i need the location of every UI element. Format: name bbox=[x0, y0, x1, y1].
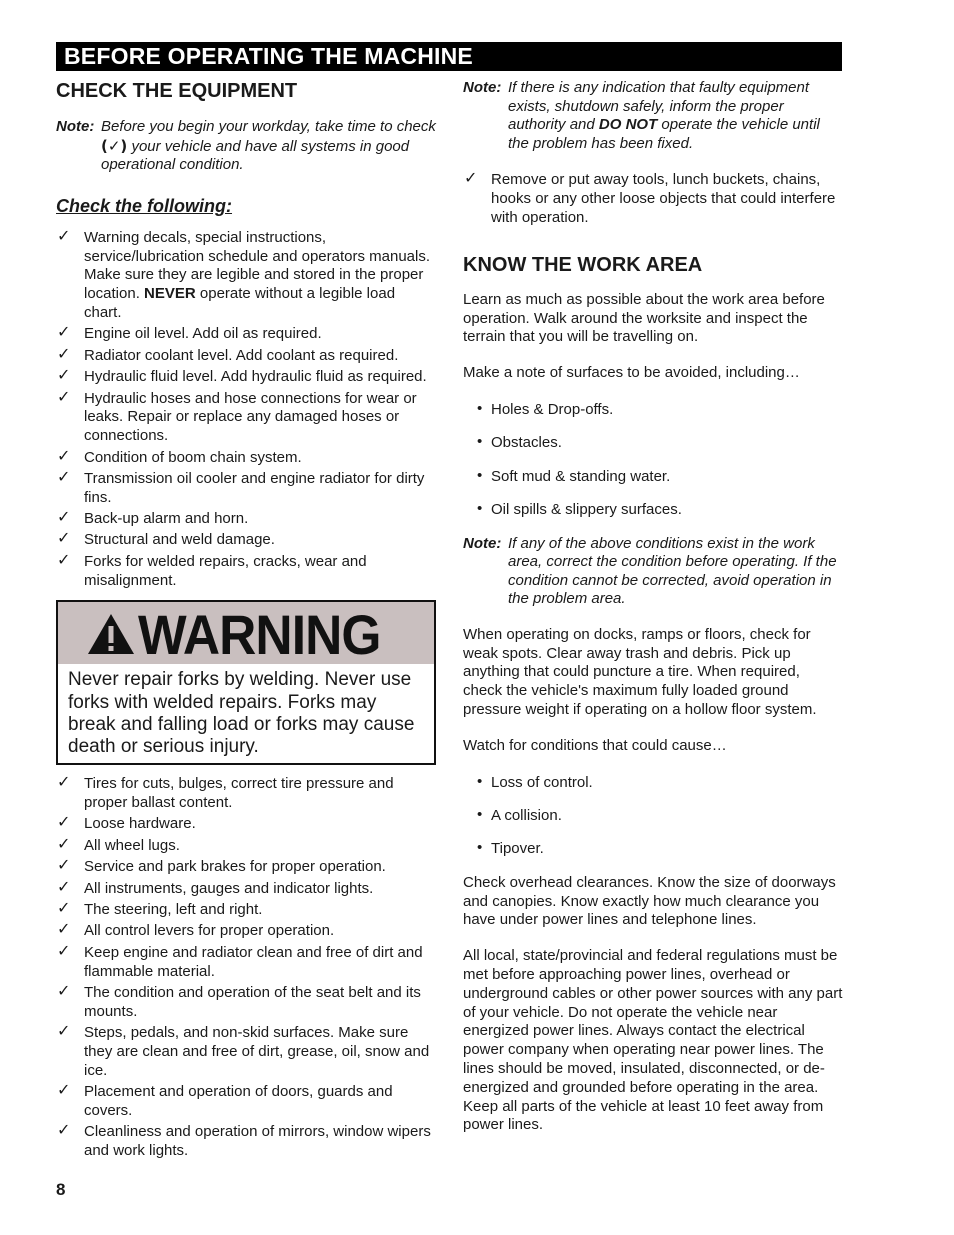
note-label: Note: bbox=[56, 118, 95, 135]
check-icon: ✓ bbox=[57, 507, 71, 527]
bullet-icon: • bbox=[477, 500, 483, 518]
checklist-2 bbox=[56, 772, 436, 1161]
list-item bbox=[56, 322, 436, 344]
section-banner: BEFORE OPERATING THE MACHINE bbox=[56, 42, 842, 71]
bullet-icon: • bbox=[477, 466, 483, 484]
check-icon: ✓ bbox=[57, 343, 71, 363]
check-icon: ✓ bbox=[57, 322, 71, 342]
checklist-1 bbox=[56, 225, 436, 591]
equipment-note bbox=[56, 118, 436, 175]
list-item bbox=[56, 940, 436, 982]
bullet-icon: • bbox=[477, 772, 483, 790]
bullet-icon: • bbox=[477, 399, 483, 417]
check-icon: ✓ bbox=[57, 898, 71, 918]
list-item bbox=[463, 840, 843, 859]
item-text: All instruments, gauges and indicator lights. bbox=[84, 879, 374, 897]
left-column bbox=[56, 78, 436, 1164]
surfaces-list bbox=[463, 401, 843, 520]
item-text: Service and park brakes for proper operation. bbox=[84, 858, 386, 876]
item-text: Engine oil level. Add oil as required. bbox=[84, 325, 322, 343]
item-text: Condition of boom chain system. bbox=[84, 448, 302, 466]
check-icon: ✓ bbox=[57, 386, 71, 406]
check-icon: ✓ bbox=[57, 981, 71, 1000]
item-text: Tipover. bbox=[491, 840, 544, 858]
check-following-subheading: Check the following: bbox=[56, 195, 233, 216]
conditions-list bbox=[463, 774, 843, 860]
item-text: Soft mud & standing water. bbox=[491, 467, 671, 485]
check-icon: ✓ bbox=[57, 772, 71, 792]
check-icon: ✓ bbox=[57, 365, 71, 385]
check-icon: ✓ bbox=[57, 528, 71, 548]
warning-title: WARNING bbox=[138, 603, 381, 667]
item-text: Back-up alarm and horn. bbox=[84, 510, 249, 528]
item-text: Cleanliness and operation of mirrors, window wipers and work lights. bbox=[84, 1123, 431, 1160]
work-area-paragraph-2: Make a note of surfaces to be avoided, including… bbox=[463, 364, 800, 382]
check-icon: ✓ bbox=[57, 940, 71, 960]
check-icon: ✓ bbox=[57, 1021, 71, 1041]
list-item bbox=[56, 225, 436, 323]
item-text: Placement and operation of doors, guards and covers. bbox=[84, 1083, 393, 1119]
note1-text-b: operate the vehicle until the problem has been fixed. bbox=[508, 116, 820, 152]
check-icon: ✓ bbox=[57, 1120, 71, 1140]
list-item bbox=[56, 549, 436, 591]
work-area-paragraph-5: Check overhead clearances. Know the size of doorways and canopies. Know exactly how much clearance you have under power lines and telephone lines. bbox=[463, 873, 836, 929]
note-label: Note: bbox=[463, 534, 502, 552]
check-icon: ✓ bbox=[57, 225, 71, 245]
item-text: Keep engine and radiator clean and free of dirt and flammable material. bbox=[84, 943, 423, 980]
list-item bbox=[56, 1120, 436, 1161]
check-equipment-heading: CHECK THE EQUIPMENT bbox=[56, 80, 298, 102]
check-icon: ✓ bbox=[57, 855, 71, 875]
item-text: Radiator coolant level. Add coolant as required. bbox=[84, 346, 399, 364]
item-text: Obstacles. bbox=[491, 434, 562, 452]
list-item bbox=[463, 774, 843, 793]
note-label: Note: bbox=[463, 79, 502, 96]
note-text-b: your vehicle and have all systems in good operational condition. bbox=[101, 137, 410, 174]
item-text: Steps, pedals, and non-skid surfaces. Make sure they are clean and free of dirt, grease, oil, snow and ice. bbox=[84, 1024, 430, 1079]
do-not-emphasis: DO NOT bbox=[598, 116, 658, 134]
list-item bbox=[56, 919, 436, 941]
list-item bbox=[56, 386, 436, 446]
faulty-equipment-note bbox=[463, 79, 843, 153]
warning-triangle-icon bbox=[86, 612, 136, 656]
item-text: Oil spills & slippery surfaces. bbox=[491, 501, 682, 519]
remove-tools-list bbox=[463, 168, 843, 227]
list-item bbox=[56, 812, 436, 834]
list-item bbox=[56, 1021, 436, 1080]
item-text: Holes & Drop-offs. bbox=[491, 400, 614, 418]
work-area-paragraph-4: Watch for conditions that could cause… bbox=[463, 736, 727, 754]
warning-text: Never repair forks by welding. Never use forks with welded repairs. Forks may break and falling load or forks may cause death or serious injury. bbox=[68, 669, 415, 758]
check-icon: ✓ bbox=[57, 833, 71, 853]
item-text: Forks for welded repairs, cracks, wear and misalignment. bbox=[84, 552, 367, 589]
item-text: Hydraulic hoses and hose connections for wear or leaks. Repair or replace any damaged hoses or connections. bbox=[84, 389, 417, 445]
item-text: Loss of control. bbox=[491, 773, 593, 791]
warning-box bbox=[56, 600, 436, 765]
item-text: Tires for cuts, bulges, correct tire pressure and proper ballast content. bbox=[84, 775, 394, 812]
item-emphasis: NEVER bbox=[144, 285, 196, 303]
item-text: A collision. bbox=[491, 807, 562, 825]
check-icon: ✓ bbox=[57, 812, 71, 832]
list-item bbox=[56, 772, 436, 813]
note1-text-a: If there is any indication that faulty equipment exists, shutdown safely, inform the proper authority and bbox=[508, 79, 810, 134]
item-text: The steering, left and right. bbox=[84, 901, 263, 919]
check-icon: ✓ bbox=[464, 168, 478, 188]
item-text: Transmission oil cooler and engine radiator for dirty fins. bbox=[84, 469, 425, 506]
check-icon: ✓ bbox=[57, 466, 71, 486]
item-text: Loose hardware. bbox=[84, 815, 196, 833]
item-text: Warning decals, special instructions, service/lubrication schedule and operators manuals. Make sure they are legible and stored in the proper location. bbox=[84, 228, 431, 303]
list-item bbox=[463, 501, 843, 520]
item-text: The condition and operation of the seat belt and its mounts. bbox=[84, 984, 421, 1020]
check-icon: ✓ bbox=[57, 1080, 71, 1100]
list-item bbox=[463, 401, 843, 420]
check-icon: ✓ bbox=[57, 549, 71, 569]
note2-text: If any of the above conditions exist in the work area, correct the condition before operating. If the condition cannot be corrected, avoid operation in the problem area. bbox=[508, 534, 837, 608]
note-text-a: Before you begin your workday, take time to check bbox=[101, 118, 436, 135]
check-symbol: (✓) bbox=[101, 136, 128, 155]
item-text: All wheel lugs. bbox=[84, 836, 180, 854]
work-area-paragraph-6: All local, state/provincial and federal regulations must be met before approaching power lines, overhead or underground cables or other power sources with any part of your vehicle. Do not operate the vehicle near energized power lines. Always contact the electrical power company when operating near power lines. The lines should be moved, insulated, disconnected, or de-energized and grounded before operating in the area. Keep all parts of the vehicle at least 10 feet away from power lines. bbox=[463, 947, 843, 1134]
list-item bbox=[56, 528, 436, 550]
item-text-end: operate without a legible load chart. bbox=[84, 285, 396, 321]
list-item bbox=[56, 466, 436, 508]
list-item bbox=[56, 898, 436, 920]
list-item bbox=[463, 807, 843, 826]
list-item bbox=[56, 876, 436, 899]
item-text: Hydraulic fluid level. Add hydraulic fluid as required. bbox=[84, 368, 427, 386]
bullet-icon: • bbox=[477, 839, 483, 857]
check-icon: ✓ bbox=[57, 445, 71, 465]
list-item bbox=[56, 343, 436, 366]
list-item bbox=[463, 434, 843, 453]
warning-header bbox=[58, 602, 434, 667]
bullet-icon: • bbox=[477, 806, 483, 824]
work-area-paragraph-1: Learn as much as possible about the work area before operation. Walk around the worksite and inspect the terrain that you will be travelling on. bbox=[463, 290, 825, 346]
item-text: Structural and weld damage. bbox=[84, 531, 275, 549]
check-icon: ✓ bbox=[57, 876, 71, 896]
list-item bbox=[56, 855, 436, 877]
item-text: Remove or put away tools, lunch buckets, chains, hooks or any other loose objects that could interfere with operation. bbox=[491, 171, 836, 226]
list-item bbox=[56, 833, 436, 856]
list-item bbox=[56, 1080, 436, 1121]
check-icon: ✓ bbox=[57, 919, 71, 939]
list-item bbox=[463, 468, 843, 487]
list-item bbox=[56, 365, 436, 387]
list-item bbox=[56, 445, 436, 468]
work-area-paragraph-3: When operating on docks, ramps or floors, check for weak spots. Clear away trash and debris. Pick up anything that could puncture a tire. When required, check the vehicle's maximum fully loaded ground pressure weight if operating on a hollow floor system. bbox=[463, 625, 817, 719]
list-item bbox=[56, 981, 436, 1022]
right-column bbox=[463, 79, 843, 1135]
item-text: All control levers for proper operation. bbox=[84, 922, 335, 940]
work-area-heading: KNOW THE WORK AREA bbox=[463, 253, 703, 276]
bullet-icon: • bbox=[477, 433, 483, 451]
conditions-note bbox=[463, 535, 843, 609]
list-item bbox=[56, 507, 436, 529]
page-number: 8 bbox=[56, 1180, 66, 1199]
list-item bbox=[463, 168, 843, 227]
